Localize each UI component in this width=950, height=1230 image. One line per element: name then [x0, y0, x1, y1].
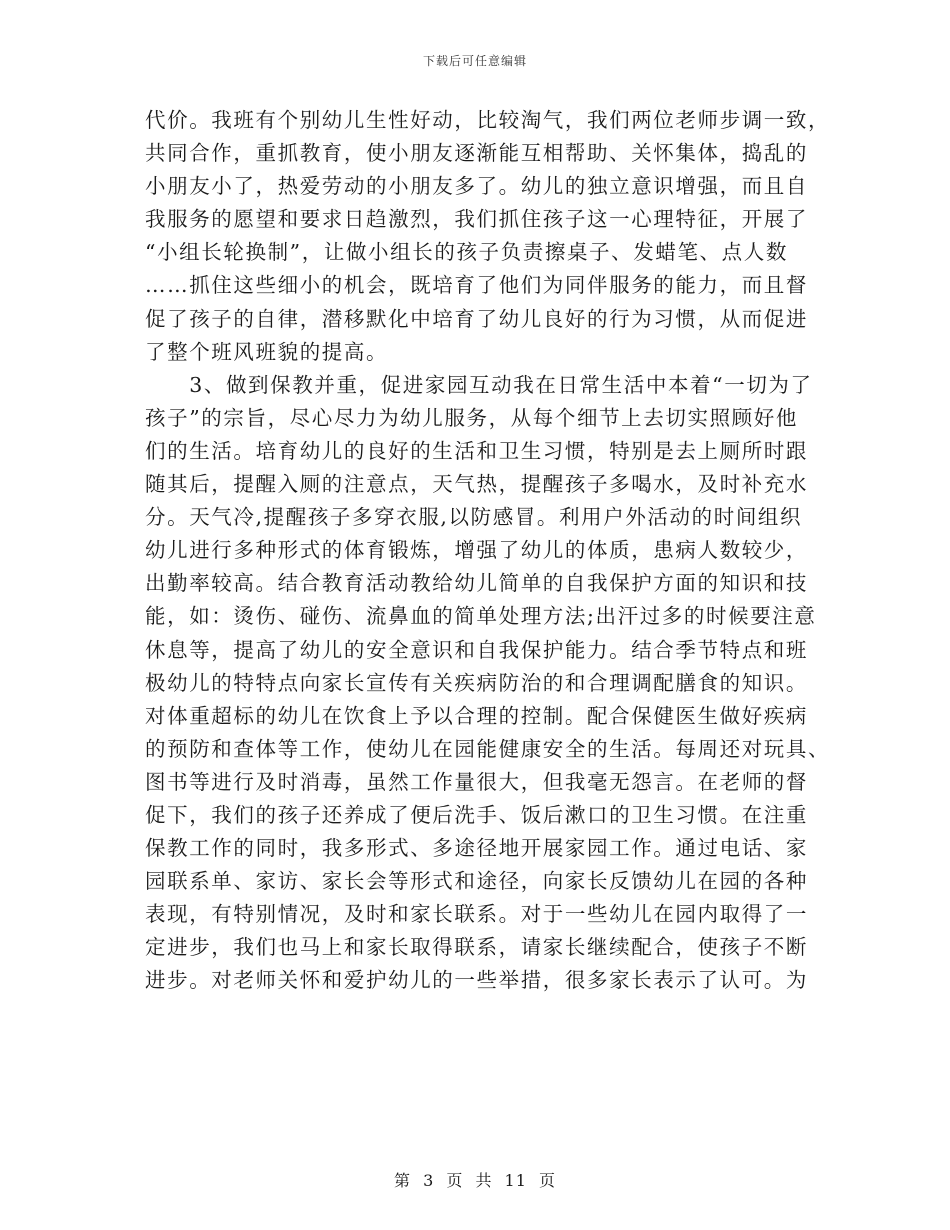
text-line: 出勤率较高。结合教育活动教给幼儿简单的自我保护方面的知识和技 [145, 571, 808, 596]
text-line: 共同合作，重抓教育，使小朋友逐渐能互相帮助、关怀集体，捣乱的 [145, 141, 808, 166]
text-line: 们的生活。培育幼儿的良好的生活和卫生习惯，特别是去上厕所时跟 [145, 438, 808, 463]
text-line: 促了孩子的自律，潜移默化中培育了幼儿良好的行为习惯，从而促进 [145, 306, 808, 331]
text-line: 对体重超标的幼儿在饮食上予以合理的控制。配合保健医生做好疾病 [145, 703, 808, 728]
text-line: 表现，有特别情况，及时和家长联系。对于一些幼儿在园内取得了一 [145, 902, 808, 927]
document-body [145, 104, 831, 998]
text-line: 随其后，提醒入厕的注意点，天气热，提醒孩子多喝水，及时补充水 [145, 472, 808, 497]
text-line: 园联系单、家访、家长会等形式和途径，向家长反馈幼儿在园的各种 [145, 869, 808, 894]
text-line: “小组长轮换制”，让做小组长的孩子负责擦桌子、发蜡笔、点人数 [145, 240, 788, 265]
text-line: ……抓住这些细小的机会，既培育了他们为同伴服务的能力，而且督 [145, 273, 808, 298]
text-line: 分。天气冷,提醒孩子多穿衣服,以防感冒。利用户外活动的时间组织 [145, 505, 803, 530]
text-line: 图书等进行及时消毒，虽然工作量很大，但我毫无怨言。在老师的督 [145, 769, 808, 794]
text-line: 进步。对老师关怀和爱护幼儿的一些举措，很多家长表示了认可。为 [145, 968, 808, 993]
text-line: 促下，我们的孩子还养成了便后洗手、饭后漱口的卫生习惯。在注重 [145, 802, 808, 827]
text-line: 定进步，我们也马上和家长取得联系，请家长继续配合，使孩子不断 [145, 935, 808, 960]
text-line: 3、做到保教并重，促进家园互动我在日常生活中本着“一切为了 [145, 372, 813, 397]
text-line: 孩子”的宗旨，尽心尽力为幼儿服务，从每个细节上去切实照顾好他 [145, 405, 798, 430]
text-line: 保教工作的同时，我多形式、多途径地开展家园工作。通过电话、家 [145, 836, 808, 861]
page-number-footer: 第 3 页 共 11 页 [394, 1171, 556, 1190]
text-line: 我服务的愿望和要求日趋激烈，我们抓住孩子这一心理特征，开展了 [145, 207, 808, 232]
text-line: 代价。我班有个别幼儿生性好动，比较淘气，我们两位老师步调一致， [145, 108, 831, 132]
text-line: 能，如：烫伤、碰伤、流鼻血的简单处理方法;出汗过多的时候要注意 [145, 604, 817, 629]
text-line: 小朋友小了，热爱劳动的小朋友多了。幼儿的独立意识增强，而且自 [145, 174, 808, 199]
text-line: 了整个班风班貌的提高。 [145, 339, 389, 364]
text-line: 幼儿进行多种形式的体育锻炼，增强了幼儿的体质，患病人数较少， [145, 538, 808, 563]
page-header: 下载后可任意编辑 [422, 54, 527, 68]
text-line: 极幼儿的特特点向家长宣传有关疾病防治的和合理调配膳食的知识。 [145, 670, 808, 695]
text-line: 的预防和查体等工作，使幼儿在园能健康安全的生活。每周还对玩具、 [145, 736, 831, 761]
text-line: 休息等，提高了幼儿的安全意识和自我保护能力。结合季节特点和班 [145, 637, 808, 662]
